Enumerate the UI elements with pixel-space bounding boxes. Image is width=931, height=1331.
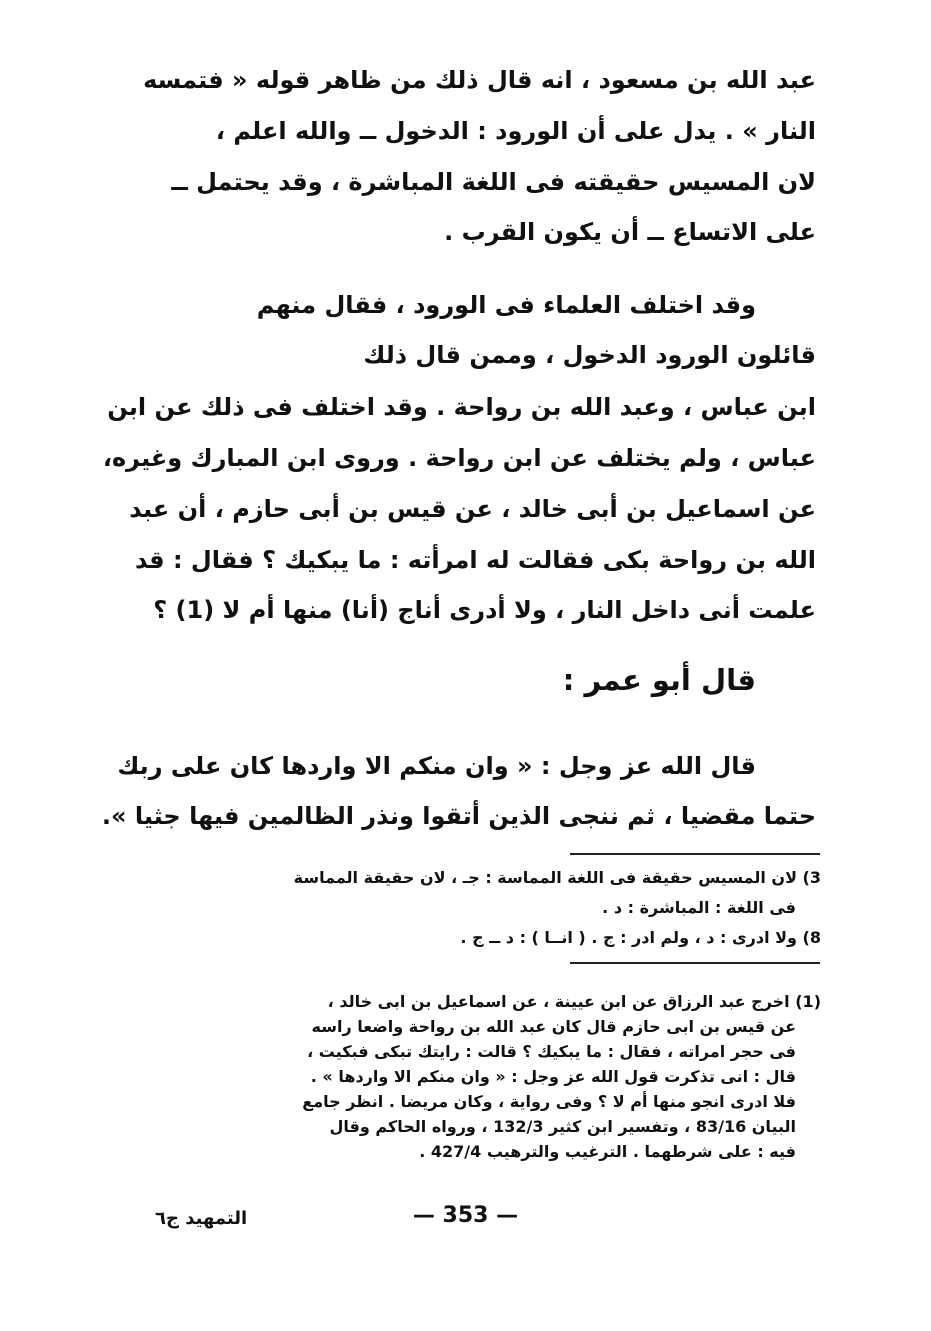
body-line: على الاتساع ــ أن يكون القرب . [444, 218, 816, 246]
body-line: لان المسيس حقيقته فى اللغة المباشرة ، وقد يحتمل ــ [171, 168, 816, 196]
variant-note: 3) لان المسيس حقيقة فى اللغة المماسة : جـ ، لان حقيقة المماسة [293, 868, 821, 887]
verse-line: قال الله عز وجل : « وان منكم الا واردها كان على ربك [117, 752, 756, 780]
verse-line: حتما مقضيا ، ثم ننجى الذين أتقوا ونذر الظالمين فيها جثيا ». [101, 802, 816, 830]
body-line: الله بن رواحة بكى فقالت له امرأته : ما يبكيك ؟ فقال : قد [135, 546, 816, 574]
footnote-line: (1) اخرج عبد الرزاق عن ابن عيينة ، عن اسماعيل بن ابى خالد ، [327, 992, 821, 1011]
body-line: عبد الله بن مسعود ، انه قال ذلك من ظاهر قوله « فتمسه [143, 66, 816, 94]
variants-rule [570, 853, 820, 855]
variant-note: 8) ولا ادرى : د ، ولم ادر : ج . ( انــا ) : د ــ ج . [460, 928, 821, 947]
body-line: قائلون الورود الدخول ، وممن قال ذلك [363, 341, 816, 369]
body-line: عن اسماعيل بن أبى خالد ، عن قيس بن أبى حازم ، أن عبد [129, 495, 816, 523]
footnote-line: فى حجر امراته ، فقال : ما يبكيك ؟ قالت : رايتك تبكى فبكيت ، [307, 1042, 796, 1061]
footnote-line: قال : انى تذكرت قول الله عز وجل : « وان منكم الا واردها » . [310, 1067, 796, 1086]
footnote-line: فيه : على شرطهما . الترغيب والترهيب 427/4 . [419, 1142, 796, 1161]
body-line: النار » . يدل على أن الورود : الدخول ــ والله اعلم ، [215, 117, 816, 145]
footnote-line: عن قيس بن ابى حازم قال كان عبد الله بن رواحة واضعا راسه [311, 1017, 796, 1036]
body-line: ابن عباس ، وعبد الله بن رواحة . وقد اختلف فى ذلك عن ابن [107, 393, 816, 421]
body-line: وقد اختلف العلماء فى الورود ، فقال منهم [256, 291, 756, 319]
body-line: علمت أنى داخل النار ، ولا أدرى أناج (أنا) منها أم لا (1) ؟ [153, 596, 816, 624]
footnote-line: البيان 83/16 ، وتفسير ابن كثير 132/3 ، ورواه الحاكم وقال [329, 1117, 796, 1136]
footnotes-rule [570, 962, 820, 964]
page-number: — 353 — [412, 1203, 519, 1228]
footnote-line: فلا ادرى انجو منها أم لا ؟ وفى رواية ، وكان مريضا . انظر جامع [302, 1092, 796, 1111]
variant-note: فى اللغة : المباشرة : د . [602, 898, 796, 917]
book-title: التمهيد ج٦ [155, 1208, 248, 1229]
body-line: عباس ، ولم يختلف عن ابن رواحة . وروى ابن المبارك وغيره، [102, 444, 816, 472]
section-heading: قال أبو عمر : [562, 663, 756, 697]
